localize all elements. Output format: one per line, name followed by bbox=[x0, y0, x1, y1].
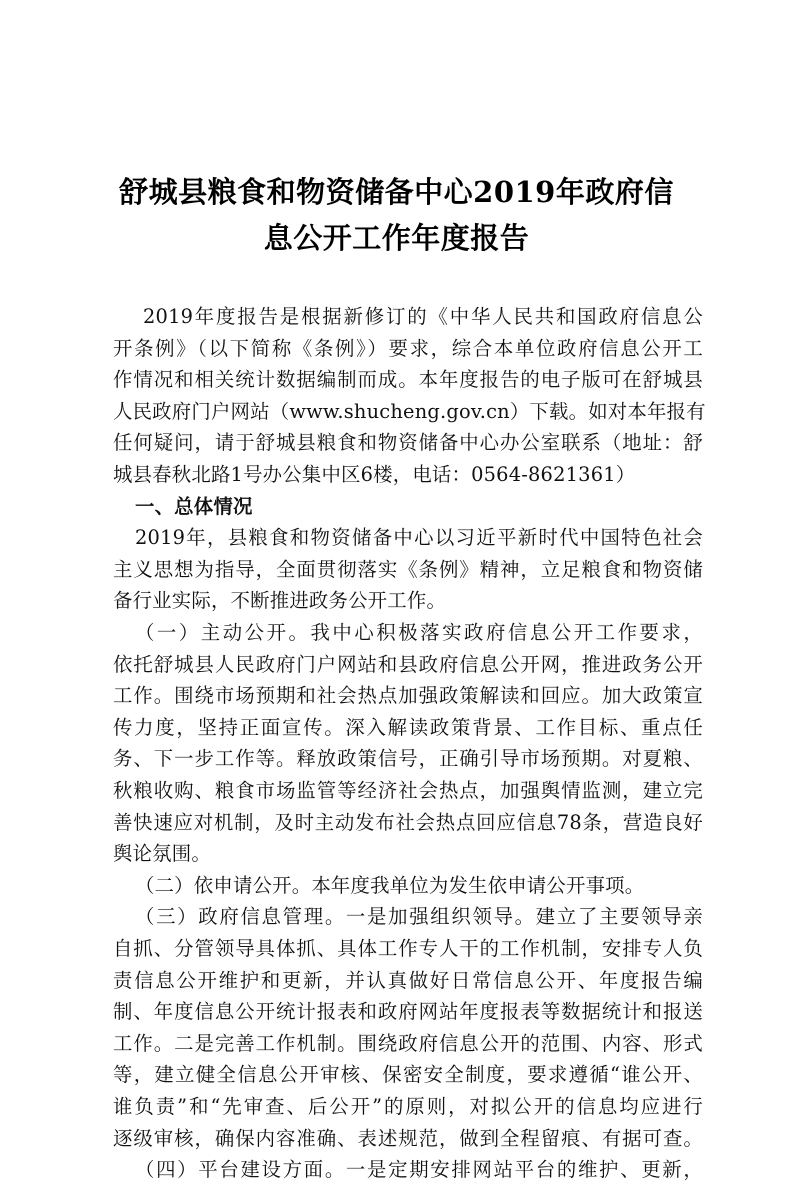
report-title-line-1: 舒城县粮食和物资储备中心2019年政府信 bbox=[119, 175, 674, 209]
body-line: 务、下一步工作等。释放政策信号，正确引导市场预期。对夏粮、 bbox=[113, 747, 703, 771]
body-line: （三）政府信息管理。一是加强组织领导。建立了主要领导亲 bbox=[135, 905, 703, 929]
body-line: 等，建立健全信息公开审核、保密安全制度，要求遵循“谁公开、 bbox=[113, 1063, 703, 1087]
body-line: 2019年，县粮食和物资储备中心以习近平新时代中国特色社会 bbox=[135, 526, 703, 550]
body-line: 依托舒城县人民政府门户网站和县政府信息公开网，推进政务公开 bbox=[113, 652, 703, 676]
body-line: 任何疑问，请于舒城县粮食和物资储备中心办公室联系（地址：舒 bbox=[113, 431, 703, 455]
body-line: （四）平台建设方面。一是定期安排网站平台的维护、更新， bbox=[135, 1158, 703, 1182]
body-line: 开条例》（以下简称《条例》）要求，综合本单位政府信息公开工 bbox=[113, 336, 703, 360]
body-line: 备行业实际，不断推进政务公开工作。 bbox=[113, 589, 447, 613]
body-line: （二）依申请公开。本年度我单位为发生依申请公开事项。 bbox=[135, 873, 645, 897]
body-line: 作情况和相关统计数据编制而成。本年度报告的电子版可在舒城县 bbox=[113, 368, 703, 392]
body-line: 2019年度报告是根据新修订的《中华人民共和国政府信息公 bbox=[143, 305, 703, 328]
body-line: 责信息公开维护和更新，并认真做好日常信息公开、年度报告编 bbox=[113, 968, 703, 992]
body-line: 工作。围绕市场预期和社会热点加强政策解读和回应。加大政策宣 bbox=[113, 684, 703, 708]
body-line: 工作。二是完善工作机制。围绕政府信息公开的范围、内容、形式 bbox=[113, 1031, 703, 1055]
body-line: 主义思想为指导，全面贯彻落实《条例》精神，立足粮食和物资储 bbox=[113, 557, 703, 581]
body-line: 善快速应对机制，及时主动发布社会热点回应信息78条，营造良好 bbox=[113, 810, 703, 834]
body-line: 城县春秋北路1号办公集中区6楼，电话：0564-8621361） bbox=[113, 463, 636, 486]
body-line: 谁负责”和“先审查、后公开”的原则，对拟公开的信息均应进行 bbox=[113, 1095, 703, 1118]
report-title-line-2: 息公开工作年度报告 bbox=[263, 221, 530, 255]
body-line: 逐级审核，确保内容准确、表述规范，做到全程留痕、有据可查。 bbox=[113, 1126, 703, 1150]
body-line: 自抓、分管领导具体抓、具体工作专人干的工作机制，安排专人负 bbox=[113, 937, 703, 960]
body-line: 舆论氛围。 bbox=[113, 842, 211, 866]
body-line: （一）主动公开。我中心积极落实政府信息公开工作要求， bbox=[135, 621, 703, 644]
body-line: 制、年度信息公开统计报表和政府网站年度报表等数据统计和报送 bbox=[113, 1000, 703, 1024]
body-line: 人民政府门户网站（www.shucheng.gov.cn）下载。如对本年报有 bbox=[113, 399, 706, 423]
body-line: 秋粮收购、粮食市场监管等经济社会热点，加强舆情监测，建立完 bbox=[113, 779, 703, 802]
body-line: 传力度，坚持正面宣传。深入解读政策背景、工作目标、重点任 bbox=[113, 715, 703, 739]
section-heading: 一、总体情况 bbox=[135, 494, 253, 518]
